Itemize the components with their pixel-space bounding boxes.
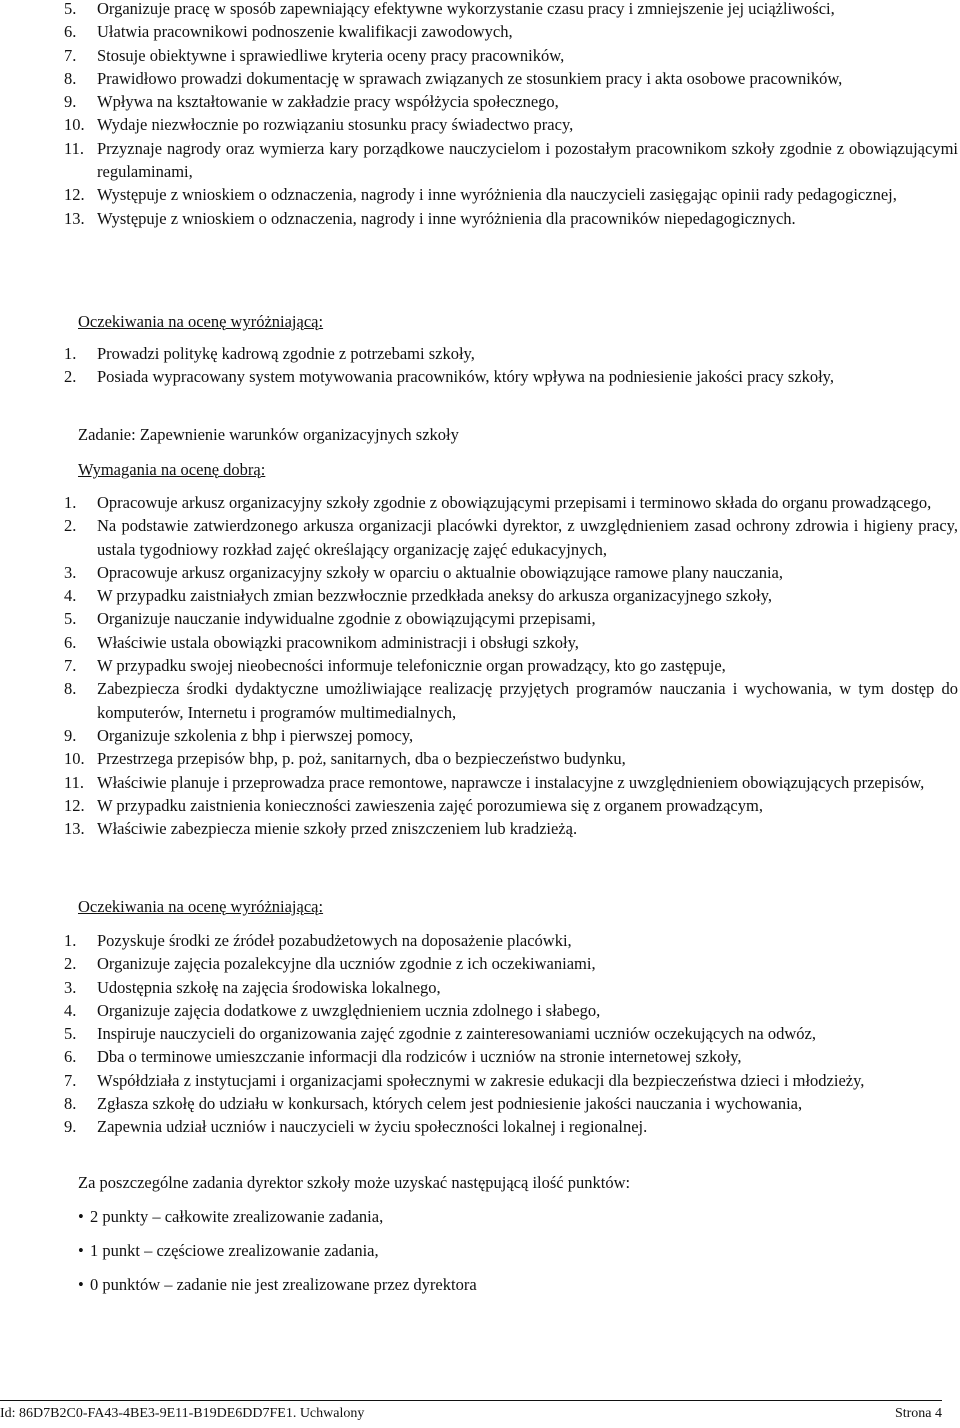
- list-item: [0, 677, 960, 724]
- list-item-number: 11.: [64, 772, 85, 792]
- list-item: [0, 952, 960, 975]
- heading-excellent-2: Oczekiwania na ocenę wyróżniającą:: [78, 897, 324, 916]
- list-item-number: 4.: [64, 586, 77, 606]
- list-item-number: 8.: [64, 679, 77, 699]
- points-item-text: 0 punktów – zadanie nie jest zrealizowane przez dyrektora: [90, 1275, 477, 1294]
- list-item-number: 13.: [64, 208, 85, 228]
- list-item: [0, 514, 960, 561]
- points-item: [78, 1205, 477, 1239]
- list-item-number: 5.: [64, 609, 77, 629]
- list-item-text: Zapewnia udział uczniów i nauczycieli w życiu społeczności lokalnej i regionalnej.: [97, 1117, 648, 1137]
- list-item-text: Prowadzi politykę kadrową zgodnie z potrzebami szkoły,: [97, 344, 475, 363]
- list-item-number: 12.: [64, 185, 85, 205]
- list-item: [0, 1045, 960, 1068]
- list-item: [0, 607, 960, 630]
- list-item-text: Występuje z wnioskiem o odznaczenia, nagrody i inne wyróżnienia dla pracowników niepedagogicznych.: [97, 208, 796, 228]
- list-item: [0, 747, 960, 770]
- list-item-text: Opracowuje arkusz organizacyjny szkoły zgodnie z obowiązującymi przepisami i terminowo składa do organu prowadzącego,: [97, 493, 932, 512]
- list-item-number: 4.: [64, 1000, 77, 1020]
- list-item: [0, 207, 960, 230]
- list-item-number: 5.: [64, 1024, 77, 1044]
- list-item: [0, 794, 960, 817]
- list-item-text: Właściwie planuje i przeprowadza prace remontowe, naprawcze i instalacyjne z uwzględnieniem obowiązujących przepisów,: [97, 772, 925, 792]
- list-item-number: 5.: [64, 0, 77, 18]
- list-item: [0, 999, 960, 1022]
- list-item-number: 9.: [64, 725, 77, 745]
- list-item-text: Organizuje nauczanie indywidualne zgodnie z obowiązującymi przepisami,: [97, 609, 596, 629]
- list-item-number: 8.: [64, 1094, 77, 1114]
- page-footer: [0, 1406, 942, 1422]
- list-item: [0, 771, 960, 794]
- list-item: [0, 1022, 960, 1045]
- list-item-number: 1.: [64, 931, 77, 950]
- list-item-text: Opracowuje arkusz organizacyjny szkoły w oparciu o aktualnie obowiązujące ramowe plany nauczania,: [97, 562, 783, 582]
- list-item-text: Przyznaje nagrody oraz wymierza kary porządkowe nauczycielom i pozostałym pracownikom szkoły zgodnie z obowiązującymi regulaminami,: [97, 138, 958, 182]
- list-item-text: Na podstawie zatwierdzonego arkusza organizacji placówki dyrektor, z uwzględnieniem zasad ochrony zdrowia i higieny pracy, ustala tygodniowy rozkład zajęć określający organizację zajęć edukacyjnych,: [97, 516, 958, 559]
- list-item-number: 9.: [64, 92, 77, 112]
- list-item-number: 2.: [64, 954, 77, 974]
- list-item-text: Organizuje szkolenia z bhp i pierwszej pomocy,: [97, 725, 414, 745]
- list-top: [0, 0, 960, 230]
- bullet-icon: •: [78, 1275, 84, 1294]
- list-item: [0, 976, 960, 999]
- list-item: [0, 631, 960, 654]
- points-intro: Za poszczególne zadania dyrektor szkoły może uzyskać następującą ilość punktów:: [78, 1173, 631, 1192]
- list-item-text: Wpływa na kształtowanie w zakładzie pracy współżycia społecznego,: [97, 92, 559, 112]
- list-item-number: 3.: [64, 977, 77, 997]
- list-item-text: Organizuje pracę w sposób zapewniający efektywne wykorzystanie czasu pracy i zmniejszenie jej uciążliwości,: [97, 0, 835, 18]
- list-item: [0, 654, 960, 677]
- list-item-text: W przypadku zaistnienia konieczności zawieszenia zajęć porozumiewa się z organem prowadzącym,: [97, 795, 763, 815]
- list-item-number: 1.: [64, 344, 77, 363]
- list-item-text: Właściwie zabezpiecza mienie szkoły przed zniszczeniem lub kradzieżą.: [97, 819, 578, 839]
- list-item-number: 6.: [64, 632, 77, 652]
- footer-id: Id: 86D7B2C0-FA43-4BE3-9E11-B19DE6DD7FE1. Uchwalony: [0, 1406, 365, 1421]
- list-item: [0, 113, 960, 136]
- list-item: [0, 44, 960, 67]
- list-item: [0, 342, 960, 365]
- heading-excellent-1: Oczekiwania na ocenę wyróżniającą:: [78, 312, 324, 331]
- list-item-text: Organizuje zajęcia pozalekcyjne dla uczniów zgodnie z ich oczekiwaniami,: [97, 954, 596, 974]
- list-item-number: 12.: [64, 795, 85, 815]
- list-item: [0, 817, 960, 840]
- list-item-text: W przypadku swojej nieobecności informuje telefonicznie organ prowadzący, kto go zastępuje,: [97, 656, 726, 676]
- bullet-icon: •: [78, 1241, 84, 1260]
- footer-divider: [0, 1400, 942, 1401]
- points-item-text: 2 punkty – całkowite zrealizowanie zadania,: [90, 1207, 384, 1226]
- list-item: [0, 491, 960, 514]
- list-item-text: Stosuje obiektywne i sprawiedliwe kryteria oceny pracy pracowników,: [97, 45, 565, 65]
- list-item-number: 10.: [64, 749, 85, 769]
- list-item-number: 2.: [64, 516, 77, 536]
- list-item-text: Inspiruje nauczycieli do organizowania zajęć zgodnie z zainteresowaniami uczniów oczekujących na odwóz,: [97, 1024, 816, 1044]
- list-item-text: Ułatwia pracownikowi podnoszenie kwalifikacji zawodowych,: [97, 22, 513, 42]
- list-item: [0, 1115, 960, 1138]
- list-item-number: 6.: [64, 1047, 77, 1067]
- list-item: [0, 584, 960, 607]
- list-excellent-2: [0, 929, 960, 1139]
- list-item-number: 7.: [64, 656, 77, 676]
- task-heading: Zadanie: Zapewnienie warunków organizacyjnych szkoły: [78, 425, 459, 444]
- list-item-number: 2.: [64, 367, 77, 387]
- list-item-text: Posiada wypracowany system motywowania pracowników, który wpływa na podniesienie jakości pracy szkoły,: [97, 367, 834, 387]
- list-item-number: 3.: [64, 562, 77, 582]
- list-item: [0, 90, 960, 113]
- list-item-text: W przypadku zaistniałych zmian bezzwłocznie przedkłada aneksy do arkusza organizacyjnego szkoły,: [97, 586, 773, 606]
- points-item: [78, 1273, 477, 1307]
- list-item-text: Zabezpiecza środki dydaktyczne umożliwiające realizację przyjętych programów nauczania i wychowania, w tym dostęp do komputerów, Internetu i programów multimedialnych,: [97, 679, 958, 722]
- list-item-number: 6.: [64, 22, 77, 42]
- list-item-text: Dba o terminowe umieszczanie informacji dla rodziców i uczniów na stronie internetowej szkoły,: [97, 1047, 742, 1067]
- list-item-number: 7.: [64, 45, 77, 65]
- list-item-text: Współdziała z instytucjami i organizacjami społecznymi w zakresie edukacji dla bezpieczeństwa dzieci i młodzieży,: [97, 1070, 865, 1090]
- footer-page-number: Strona 4: [894, 1406, 942, 1421]
- list-item-text: Występuje z wnioskiem o odznaczenia, nagrody i inne wyróżnienia dla nauczycieli zasięgając opinii rady pedagogicznej,: [97, 185, 897, 205]
- list-item-number: 11.: [64, 138, 85, 158]
- list-item-number: 10.: [64, 115, 85, 135]
- list-item: [0, 365, 960, 388]
- list-item-number: 9.: [64, 1117, 77, 1137]
- points-list: [78, 1205, 477, 1307]
- list-item: [0, 1069, 960, 1092]
- list-item: [0, 929, 960, 952]
- list-item: [0, 724, 960, 747]
- list-item: [0, 0, 960, 20]
- list-item-text: Zgłasza szkołę do udziału w konkursach, których celem jest podniesienie jakości nauczania i wychowania,: [97, 1094, 803, 1114]
- list-item-number: 8.: [64, 68, 77, 88]
- list-item-number: 1.: [64, 493, 77, 512]
- list-item-number: 7.: [64, 1070, 77, 1090]
- list-item: [0, 561, 960, 584]
- list-item: [0, 20, 960, 43]
- list-item-text: Wydaje niezwłocznie po rozwiązaniu stosunku pracy świadectwo pracy,: [97, 115, 574, 135]
- list-item-number: 13.: [64, 819, 85, 839]
- bullet-icon: •: [78, 1207, 84, 1226]
- list-item-text: Przestrzega przepisów bhp, p. poż, sanitarnych, dba o bezpieczeństwo budynku,: [97, 749, 626, 769]
- list-excellent-1: [0, 342, 960, 389]
- list-item: [0, 1092, 960, 1115]
- list-item-text: Prawidłowo prowadzi dokumentację w sprawach związanych ze stosunkiem pracy i akta osobowe pracowników,: [97, 68, 843, 88]
- points-item-text: 1 punkt – częściowe zrealizowanie zadania,: [90, 1241, 379, 1260]
- list-item: [0, 67, 960, 90]
- list-item-text: Organizuje zajęcia dodatkowe z uwzględnieniem ucznia zdolnego i słabego,: [97, 1000, 601, 1020]
- list-item-text: Udostępnia szkołę na zajęcia środowiska lokalnego,: [97, 977, 441, 997]
- list-item-text: Pozyskuje środki ze źródeł pozabudżetowych na doposażenie placówki,: [97, 931, 572, 950]
- list-item: [0, 183, 960, 206]
- list-good: [0, 491, 960, 840]
- list-item-text: Właściwie ustala obowiązki pracownikom administracji i obsługi szkoły,: [97, 632, 579, 652]
- points-item: [78, 1239, 477, 1273]
- heading-good: Wymagania na ocenę dobrą:: [78, 460, 266, 479]
- list-item: [0, 137, 960, 184]
